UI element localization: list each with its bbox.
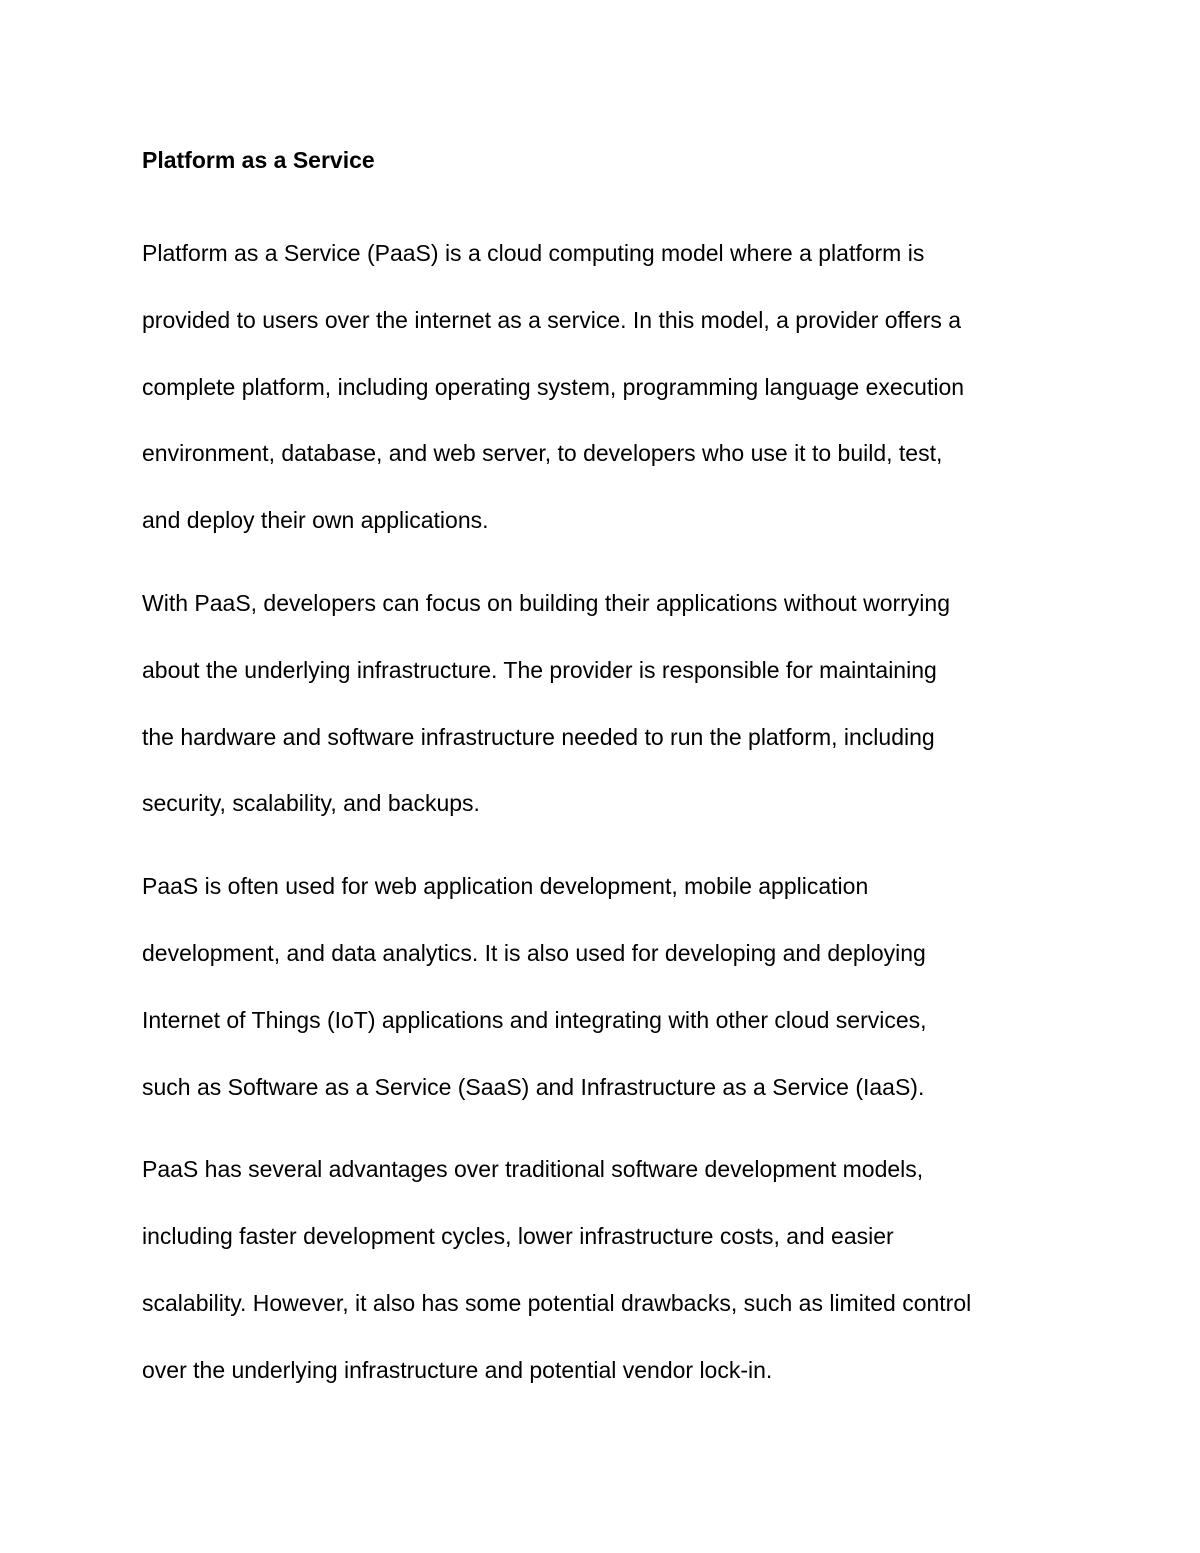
paragraph-line: security, scalability, and backups. [142,790,480,817]
paragraph-line: and deploy their own applications. [142,507,489,534]
paragraph-line: including faster development cycles, lower infrastructure costs, and easier [142,1223,894,1250]
paragraph-2 [142,570,1057,837]
paragraph-line: the hardware and software infrastructure needed to run the platform, including [142,723,935,750]
paragraph-line: provided to users over the internet as a service. In this model, a provider offers a [142,306,962,333]
paragraph-4 [142,1136,1057,1403]
paragraph-line: over the underlying infrastructure and potential vendor lock-in. [142,1356,773,1383]
paragraph-line: PaaS is often used for web application development, mobile application [142,873,869,900]
paragraph-line: Internet of Things (IoT) applications and integrating with other cloud services, [142,1006,927,1033]
document-title: Platform as a Service [142,147,375,173]
paragraph-line: Platform as a Service (PaaS) is a cloud computing model where a platform is [142,240,925,266]
document-body [142,138,1057,1420]
paragraph-line: about the underlying infrastructure. The provider is responsible for maintaining [142,656,937,683]
paragraph-line: environment, database, and web server, to developers who use it to build, test, [142,440,943,467]
paragraph-line: complete platform, including operating system, programming language execution [142,373,965,400]
paragraph-1 [142,220,1057,554]
paragraph-line: PaaS has several advantages over traditional software development models, [142,1156,924,1183]
paragraph-line: such as Software as a Service (SaaS) and Infrastructure as a Service (IaaS). [142,1073,925,1100]
paragraph-line: scalability. However, it also has some potential drawbacks, such as limited control [142,1289,972,1316]
paragraph-line: With PaaS, developers can focus on building their applications without worrying [142,589,950,616]
paragraph-3 [142,853,1057,1120]
paragraph-line: development, and data analytics. It is also used for developing and deploying [142,939,926,966]
